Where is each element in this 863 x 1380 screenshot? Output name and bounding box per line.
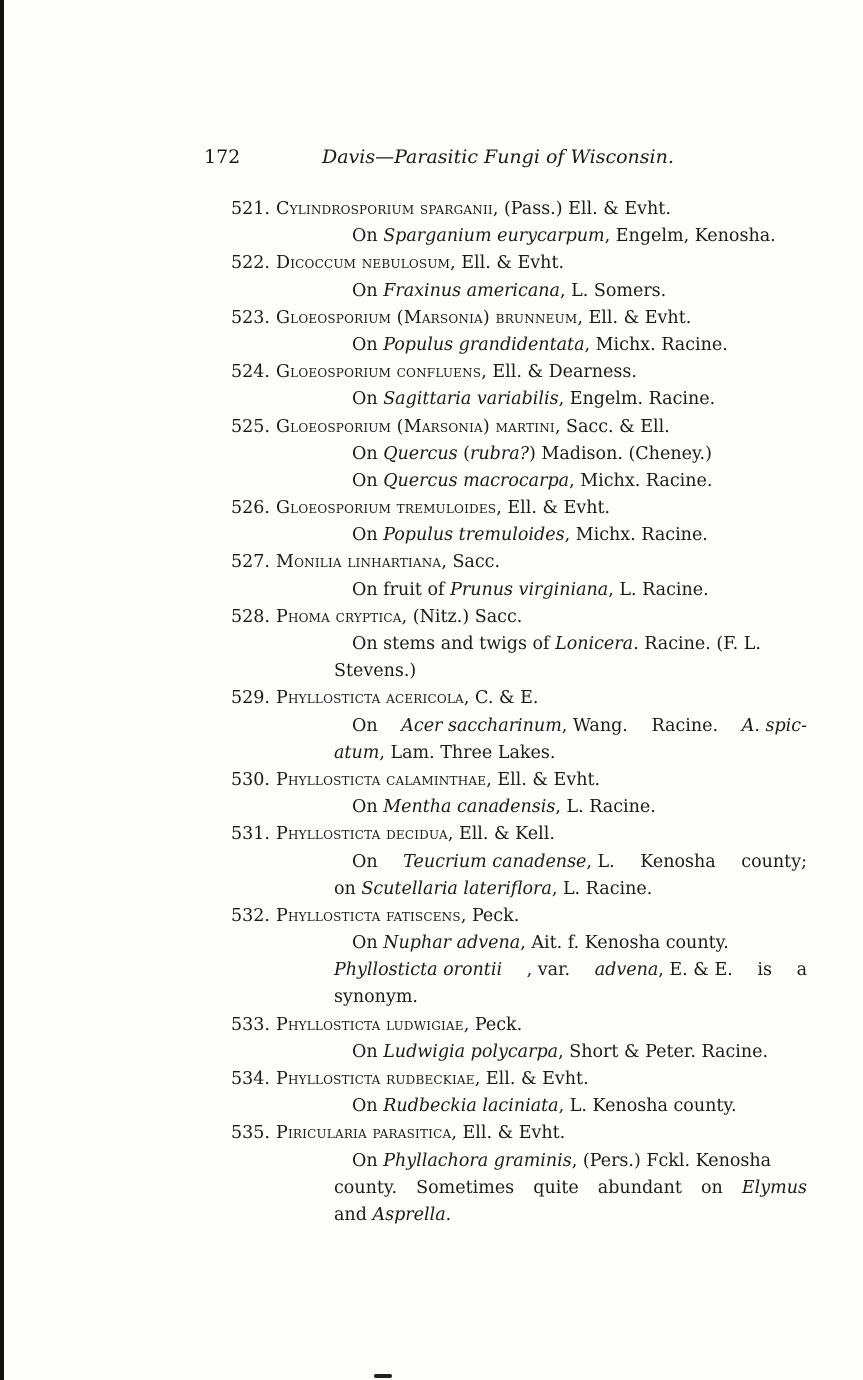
- species-entry: [4, 250, 863, 304]
- species-name: Phyllosticta acericola, C. & E.: [276, 688, 539, 709]
- species-entry: [4, 767, 863, 821]
- species-name: Gloeosporium confluens, Ell. & Dearness.: [276, 362, 637, 383]
- host-record: On Rudbeckia laciniata, L. Kenosha county.: [352, 1096, 737, 1117]
- host-record: On Ludwigia polycarpa, Short & Peter. Racine.: [352, 1041, 769, 1062]
- host-record: On Teucrium canadense, L. Kenosha county;: [352, 851, 807, 872]
- species-entry: [4, 821, 863, 903]
- host-record-continuation: synonym.: [334, 987, 418, 1008]
- species-entry: [4, 1066, 863, 1120]
- species-entry: [4, 1012, 863, 1066]
- species-entry: [4, 495, 863, 549]
- host-record: On Quercus macrocarpa, Michx. Racine.: [352, 470, 713, 491]
- entry-number: 525.: [231, 416, 270, 437]
- entry-number: 522.: [231, 253, 270, 274]
- entry-number: 527.: [231, 552, 270, 573]
- host-record: On Phyllachora graminis, (Pers.) Fckl. Kenosha: [352, 1150, 772, 1171]
- synonym-note: Phyllosticta orontii , var. advena, E. & E. is a: [334, 960, 807, 981]
- host-record-continuation: county. Sometimes quite abundant on Elymus: [334, 1177, 807, 1198]
- species-name: Dicoccum nebulosum, Ell. & Evht.: [276, 253, 565, 274]
- entry-number: 532.: [231, 905, 270, 926]
- species-name: Phyllosticta rudbeckiae, Ell. & Evht.: [276, 1069, 589, 1089]
- species-entry: [4, 305, 863, 359]
- entry-number: 528.: [231, 606, 270, 627]
- entry-number: 535.: [231, 1123, 270, 1144]
- host-record: On Acer saccharinum, Wang. Racine. A. spic-: [352, 715, 807, 736]
- species-entry: [4, 685, 863, 767]
- species-name: Phyllosticta fatiscens, Peck.: [276, 905, 520, 926]
- host-record-continuation: Stevens.): [334, 661, 417, 682]
- species-entry: [4, 196, 863, 250]
- entry-number: 534.: [231, 1069, 270, 1089]
- entry-number: 523.: [231, 307, 270, 328]
- species-entry: [4, 604, 863, 686]
- species-name: Phyllosticta ludwigiae, Peck.: [276, 1014, 523, 1035]
- entry-number: 524.: [231, 362, 270, 383]
- species-entry: [4, 359, 863, 413]
- species-name: Gloeosporium (Marsonia) martini, Sacc. & Ell.: [276, 416, 670, 437]
- species-name: Phyllosticta calaminthae, Ell. & Evht.: [276, 769, 601, 790]
- host-record-continuation: and Asprella.: [334, 1204, 452, 1225]
- entry-number: 526.: [231, 498, 270, 519]
- scan-mark: [374, 1374, 392, 1378]
- host-record: On stems and twigs of Lonicera. Racine. (F. L.: [352, 634, 761, 654]
- species-name: Phoma cryptica, (Nitz.) Sacc.: [276, 606, 523, 627]
- entry-number: 529.: [231, 688, 270, 709]
- page-number: 172: [204, 146, 241, 168]
- running-title: Davis—Parasitic Fungi of Wisconsin.: [322, 146, 674, 168]
- entry-number: 533.: [231, 1014, 270, 1035]
- page-header: [204, 146, 804, 176]
- species-name: Gloeosporium (Marsonia) brunneum, Ell. & Evht.: [276, 307, 692, 328]
- species-name: Phyllosticta decidua, Ell. & Kell.: [276, 824, 555, 845]
- host-record: On Fraxinus americana, L. Somers.: [352, 280, 667, 301]
- species-name: Monilia linhartiana, Sacc.: [276, 552, 501, 573]
- species-name: Cylindrosporium sparganii, (Pass.) Ell. & Evht.: [276, 199, 671, 219]
- host-record: On Populus tremuloides, Michx. Racine.: [352, 525, 708, 546]
- species-entry: [4, 414, 863, 496]
- host-record: On Sagittaria variabilis, Engelm. Racine.: [352, 389, 716, 410]
- species-entry: [4, 549, 863, 603]
- host-record: On Mentha canadensis, L. Racine.: [352, 797, 656, 818]
- host-record: On Populus grandidentata, Michx. Racine.: [352, 334, 728, 355]
- species-name: Piricularia parasitica, Ell. & Evht.: [276, 1123, 566, 1144]
- host-record: On Sparganium eurycarpum, Engelm, Kenosha.: [352, 226, 776, 247]
- species-name: Gloeosporium tremuloides, Ell. & Evht.: [276, 498, 611, 519]
- species-entry: [4, 903, 863, 1012]
- host-record: On Quercus (rubra?) Madison. (Cheney.): [352, 443, 712, 464]
- host-record-continuation: atum, Lam. Three Lakes.: [334, 742, 556, 763]
- species-entry: [4, 1120, 863, 1229]
- host-record: On fruit of Prunus virginiana, L. Racine.: [352, 579, 709, 600]
- host-record: On Nuphar advena, Ait. f. Kenosha county.: [352, 933, 729, 954]
- species-list: [4, 196, 863, 1229]
- host-record-continuation: on Scutellaria lateriflora, L. Racine.: [334, 878, 653, 899]
- entry-number: 521.: [231, 199, 270, 219]
- entry-number: 530.: [231, 769, 270, 790]
- entry-number: 531.: [231, 824, 270, 845]
